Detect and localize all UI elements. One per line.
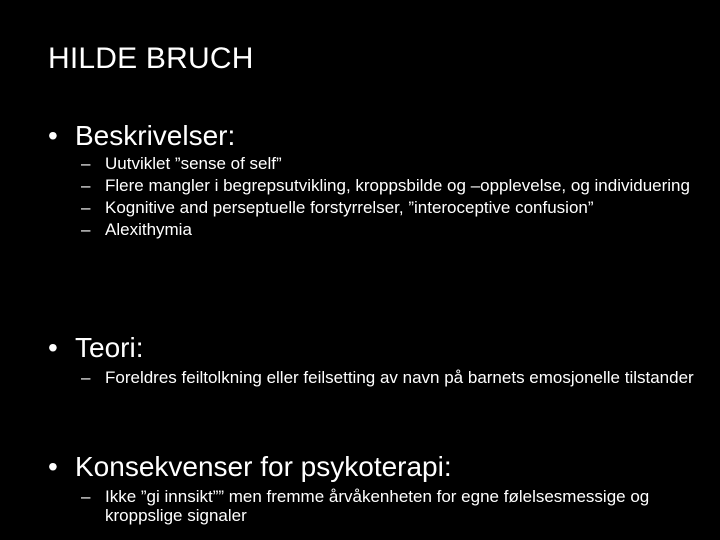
- dash-icon: –: [81, 487, 91, 506]
- list-item: [48, 368, 695, 387]
- slide-title: HILDE BRUCH: [48, 42, 254, 75]
- section-beskrivelser: [48, 120, 698, 242]
- list-item-text: Foreldres feiltolkning eller feilsetting av navn på barnets emosjonelle tilstander: [105, 368, 694, 387]
- list-item: [48, 154, 525, 173]
- dash-icon: –: [81, 198, 91, 217]
- bullet-heading-text: Beskrivelser:: [75, 120, 236, 151]
- section-konsekvenser: [48, 451, 698, 528]
- bullet-heading: [48, 120, 698, 152]
- section-teori: [48, 332, 698, 390]
- dash-icon: –: [81, 176, 91, 195]
- bullet-icon: •: [48, 451, 58, 482]
- sub-list: [48, 368, 698, 387]
- list-item: [48, 176, 720, 195]
- list-item-text: Kognitive and perseptuelle forstyrrelser, ”interoceptive confusion”: [105, 198, 594, 217]
- list-item: [48, 220, 525, 239]
- dash-icon: –: [81, 368, 91, 387]
- list-item-text: Ikke ”gi innsikt”” men fremme årvåkenheten for egne følelsesmessige og kroppslige signaler: [105, 487, 650, 525]
- sub-list: [48, 154, 698, 239]
- bullet-heading: [48, 451, 698, 483]
- dash-icon: –: [81, 154, 91, 173]
- dash-icon: –: [81, 220, 91, 239]
- bullet-icon: •: [48, 120, 58, 151]
- bullet-heading-text: Teori:: [75, 332, 144, 363]
- list-item: [48, 487, 665, 525]
- bullet-icon: •: [48, 332, 58, 363]
- list-item-text: Flere mangler i begrepsutvikling, kroppsbilde og –opplevelse, og individuering: [105, 176, 690, 195]
- bullet-heading: [48, 332, 698, 364]
- list-item: [48, 198, 705, 217]
- bullet-heading-text: Konsekvenser for psykoterapi:: [75, 451, 452, 482]
- sub-list: [48, 487, 698, 525]
- list-item-text: Alexithymia: [105, 220, 192, 239]
- list-item-text: Uutviklet ”sense of self”: [105, 154, 282, 173]
